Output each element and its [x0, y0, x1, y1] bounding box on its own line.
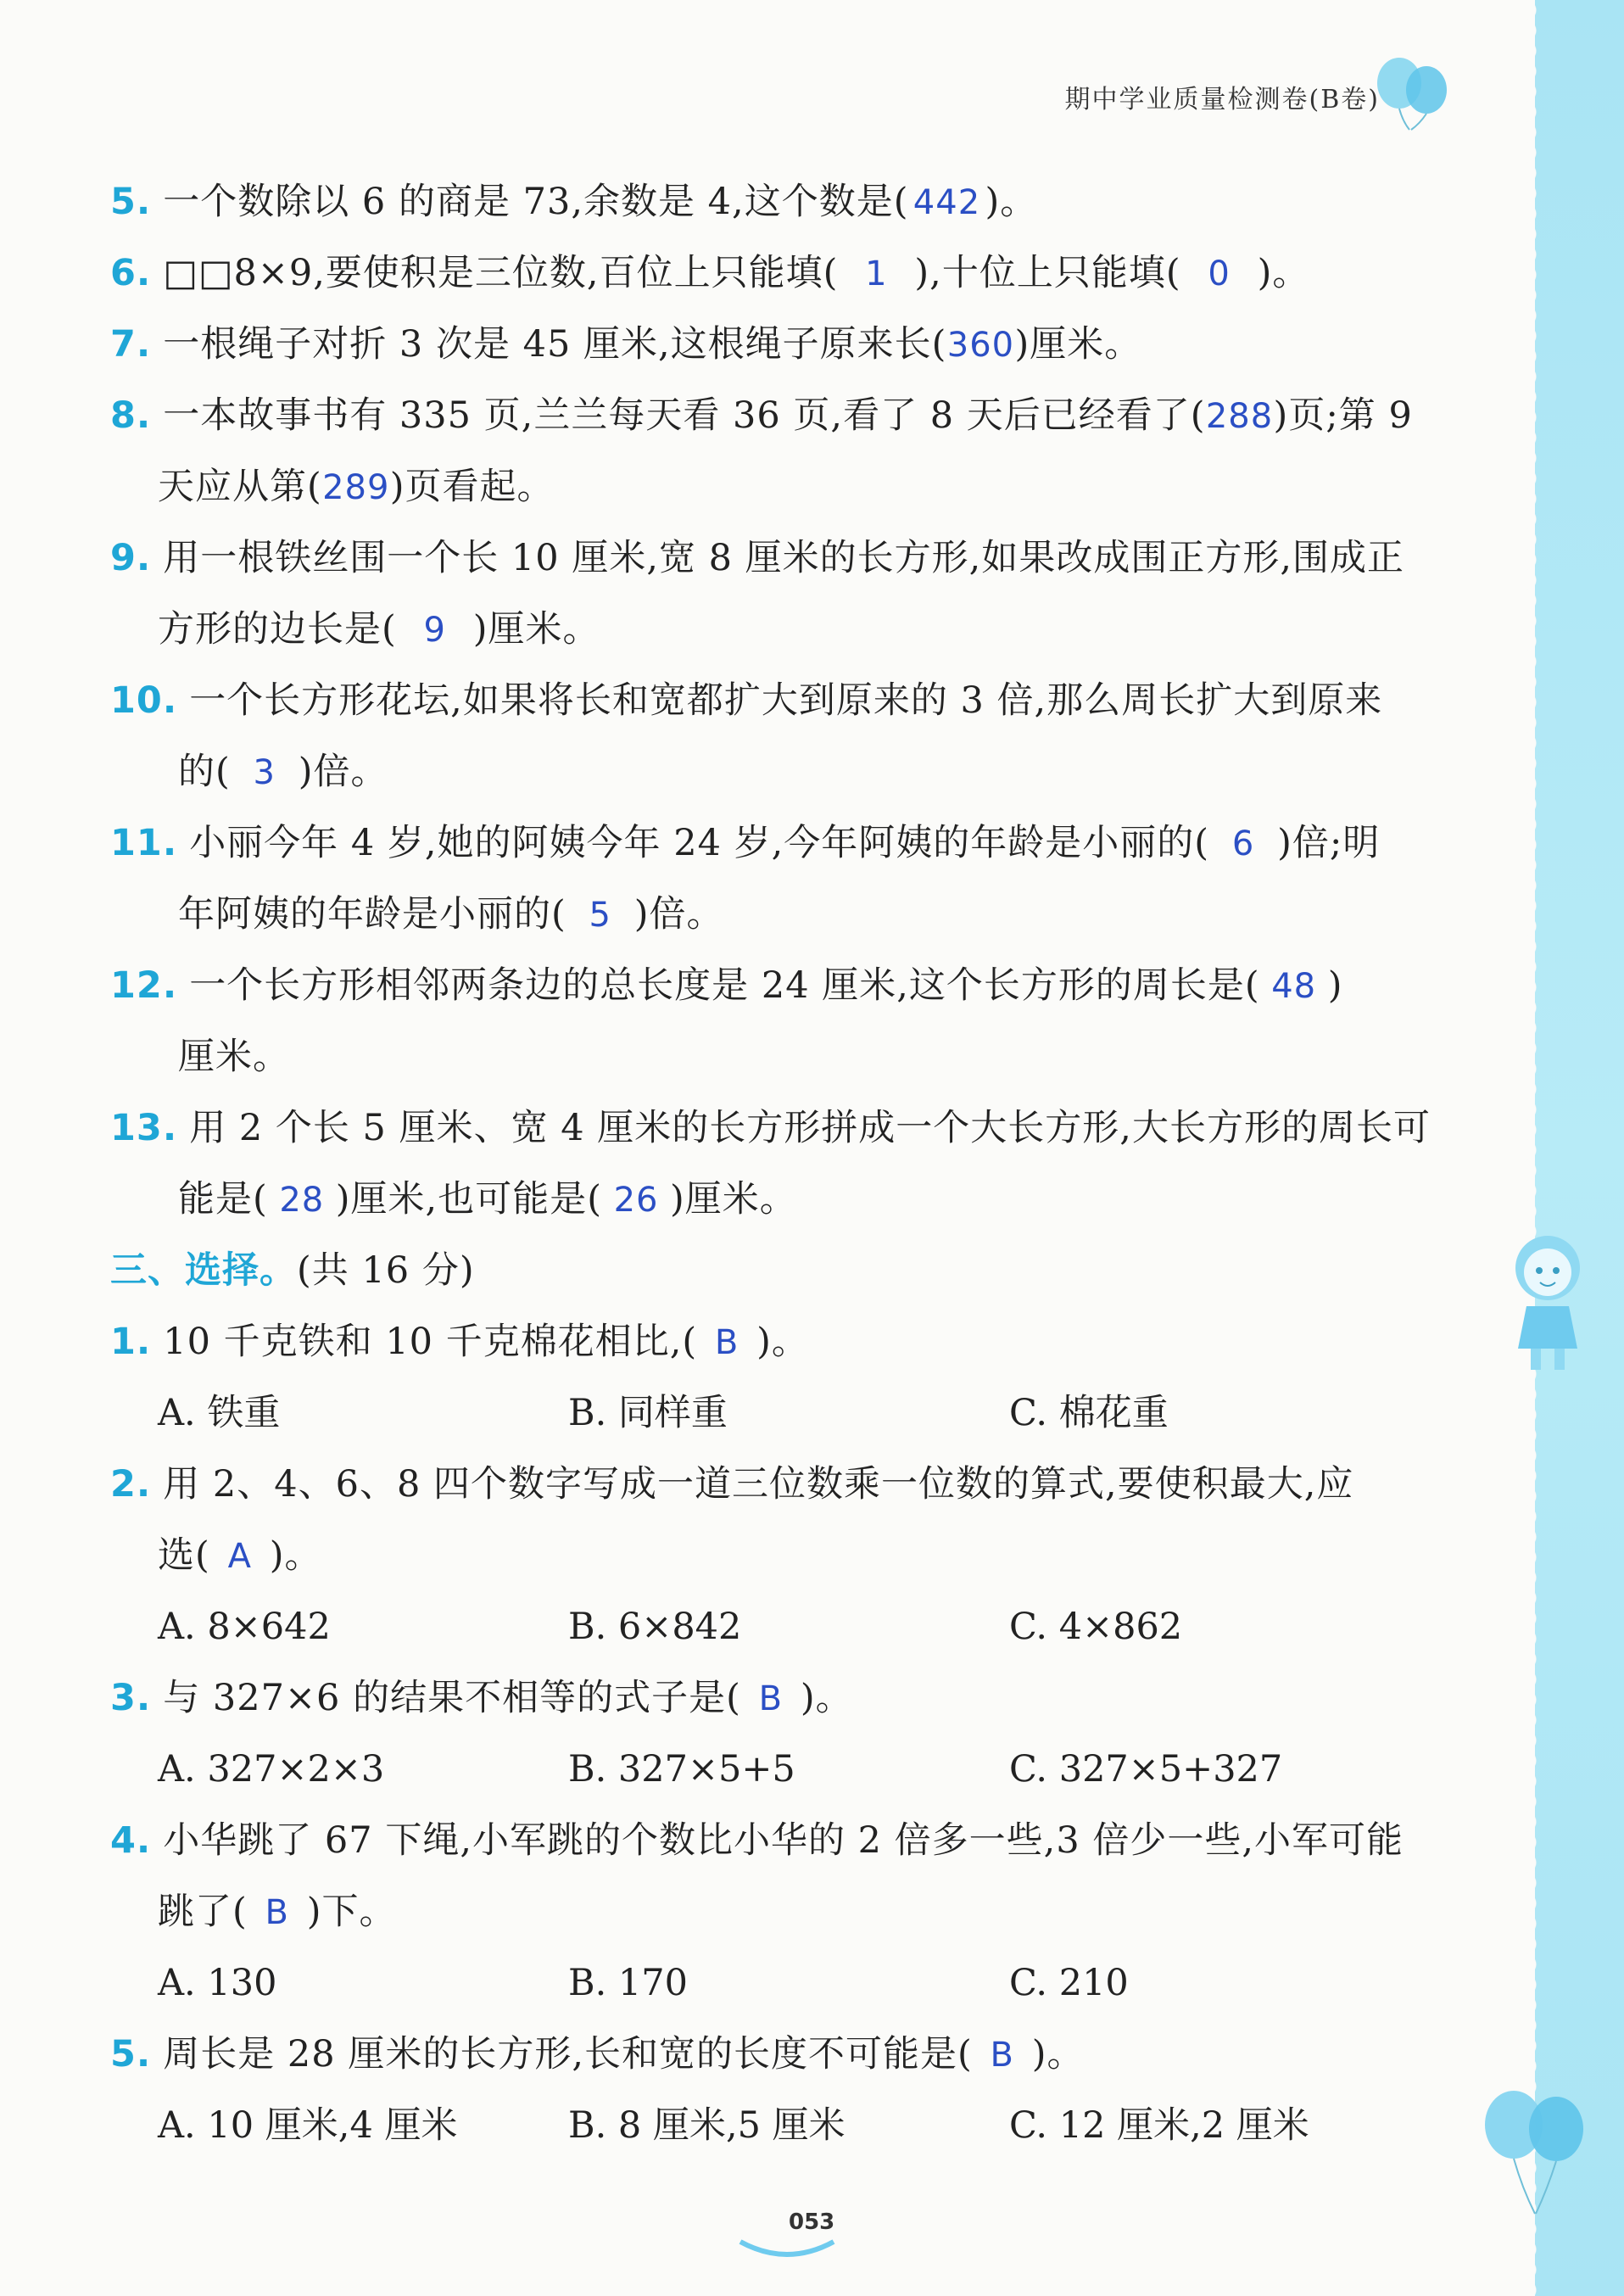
- choice-q1-option-b: B. 同样重: [568, 1392, 728, 1434]
- fill-in-q7: 7. 一根绳子对折 3 次是 45 厘米,这根绳子原来长(360)厘米。: [110, 309, 1141, 381]
- page-number-wave-decoration: [736, 2229, 838, 2263]
- answer: B: [758, 1679, 784, 1718]
- choice-q4-option-b: B. 170: [568, 1962, 689, 2004]
- decorative-side-band: [1535, 0, 1624, 2296]
- choice-q4-cont: 跳了( B )下。: [158, 1876, 397, 1948]
- choice-q2-option-c: C. 4×862: [1009, 1606, 1183, 1648]
- fill-in-q12-cont: 厘米。: [178, 1036, 290, 1078]
- answer: 360: [946, 326, 1015, 365]
- page-number: 053: [789, 2209, 835, 2235]
- choice-q4-option-a: A. 130: [158, 1962, 277, 2004]
- answer: B: [990, 2036, 1014, 2075]
- fill-in-q9-cont: 方形的边长是( 9 )厘米。: [158, 594, 600, 666]
- fill-in-q6: 6. □□8×9,要使积是三位数,百位上只能填( 1 ),十位上只能填( 0 )。: [110, 237, 1309, 310]
- fill-in-q13-cont: 能是( 28 )厘米,也可能是( 26 )厘米。: [178, 1164, 797, 1236]
- answer: 3: [253, 753, 276, 792]
- choice-q4-option-c: C. 210: [1009, 1962, 1129, 2004]
- answer: B: [714, 1323, 739, 1362]
- answer: 1: [865, 254, 888, 293]
- answer: 0: [1208, 254, 1231, 293]
- fill-in-q9: 9. 用一根铁丝围一个长 10 厘米,宽 8 厘米的长方形,如果改成围正方形,围成正: [110, 537, 1405, 579]
- side-band-wave-edge: [1526, 0, 1545, 2296]
- answer: 5: [589, 896, 611, 935]
- choice-q2-option-a: A. 8×642: [158, 1606, 331, 1648]
- page-header-title: 期中学业质量检测卷(B卷): [1064, 85, 1380, 115]
- choice-q4: 4. 小华跳了 67 下绳,小军跳的个数比小华的 2 倍多一些,3 倍少一些,小军可能: [110, 1819, 1404, 1862]
- choice-q2-option-b: B. 6×842: [568, 1606, 742, 1648]
- balloons-icon: [1471, 2078, 1599, 2222]
- choice-q2: 2. 用 2、4、6、8 四个数字写成一道三位数乘一位数的算式,要使积最大,应: [110, 1463, 1354, 1506]
- fill-in-q10-cont: 的( 3 )倍。: [178, 736, 388, 808]
- fill-in-q8-cont: 天应从第(289)页看起。: [158, 451, 555, 523]
- fill-in-q5: 5. 一个数除以 6 的商是 73,余数是 4,这个数是( 442 )。: [110, 166, 1037, 238]
- choice-q2-cont: 选( A )。: [158, 1520, 322, 1592]
- choice-q1-option-c: C. 棉花重: [1009, 1392, 1169, 1434]
- section-3-heading: 三、选择。(共 16 分): [110, 1249, 475, 1292]
- choice-q5-option-c: C. 12 厘米,2 厘米: [1009, 2104, 1309, 2147]
- choice-q5: 5. 周长是 28 厘米的长方形,长和宽的长度不可能是( B )。: [110, 2019, 1085, 2091]
- answer: B: [265, 1893, 289, 1932]
- answer: A: [227, 1537, 252, 1576]
- choice-q1: 1. 10 千克铁和 10 千克棉花相比,( B )。: [110, 1306, 809, 1378]
- fill-in-q10: 10. 一个长方形花坛,如果将长和宽都扩大到原来的 3 倍,那么周长扩大到原来: [110, 679, 1383, 722]
- choice-q3-option-c: C. 327×5+327: [1009, 1748, 1283, 1790]
- choice-q3-option-a: A. 327×2×3: [158, 1748, 385, 1790]
- answer: 9: [423, 611, 446, 650]
- answer: 28: [279, 1181, 325, 1220]
- answer: 26: [613, 1181, 659, 1220]
- answer: 288: [1205, 397, 1274, 436]
- fill-in-q13: 13. 用 2 个长 5 厘米、宽 4 厘米的长方形拼成一个大长方形,大长方形的周长可: [110, 1107, 1431, 1149]
- choice-q1-option-a: A. 铁重: [158, 1392, 281, 1434]
- fill-in-q8: 8. 一本故事书有 335 页,兰兰每天看 36 页,看了 8 天后已经看了(288)页;第 9: [110, 380, 1413, 452]
- answer: 6: [1231, 824, 1255, 863]
- choice-q3-option-b: B. 327×5+5: [568, 1748, 795, 1790]
- answer: 442: [912, 183, 981, 222]
- fill-in-q11-cont: 年阿姨的年龄是小丽的( 5 )倍。: [178, 879, 724, 951]
- answer: 289: [322, 468, 390, 507]
- choice-q5-option-a: A. 10 厘米,4 厘米: [158, 2104, 458, 2147]
- cartoon-girl-icon: [1493, 1221, 1603, 1374]
- balloon-icon: [1367, 49, 1460, 134]
- fill-in-q12: 12. 一个长方形相邻两条边的总长度是 24 厘米,这个长方形的周长是( 48 ): [110, 950, 1342, 1022]
- answer: 48: [1271, 967, 1317, 1006]
- choice-q3: 3. 与 327×6 的结果不相等的式子是( B )。: [110, 1662, 853, 1735]
- fill-in-q11: 11. 小丽今年 4 岁,她的阿姨今年 24 岁,今年阿姨的年龄是小丽的( 6 )倍;明: [110, 807, 1380, 880]
- choice-q5-option-b: B. 8 厘米,5 厘米: [568, 2104, 845, 2147]
